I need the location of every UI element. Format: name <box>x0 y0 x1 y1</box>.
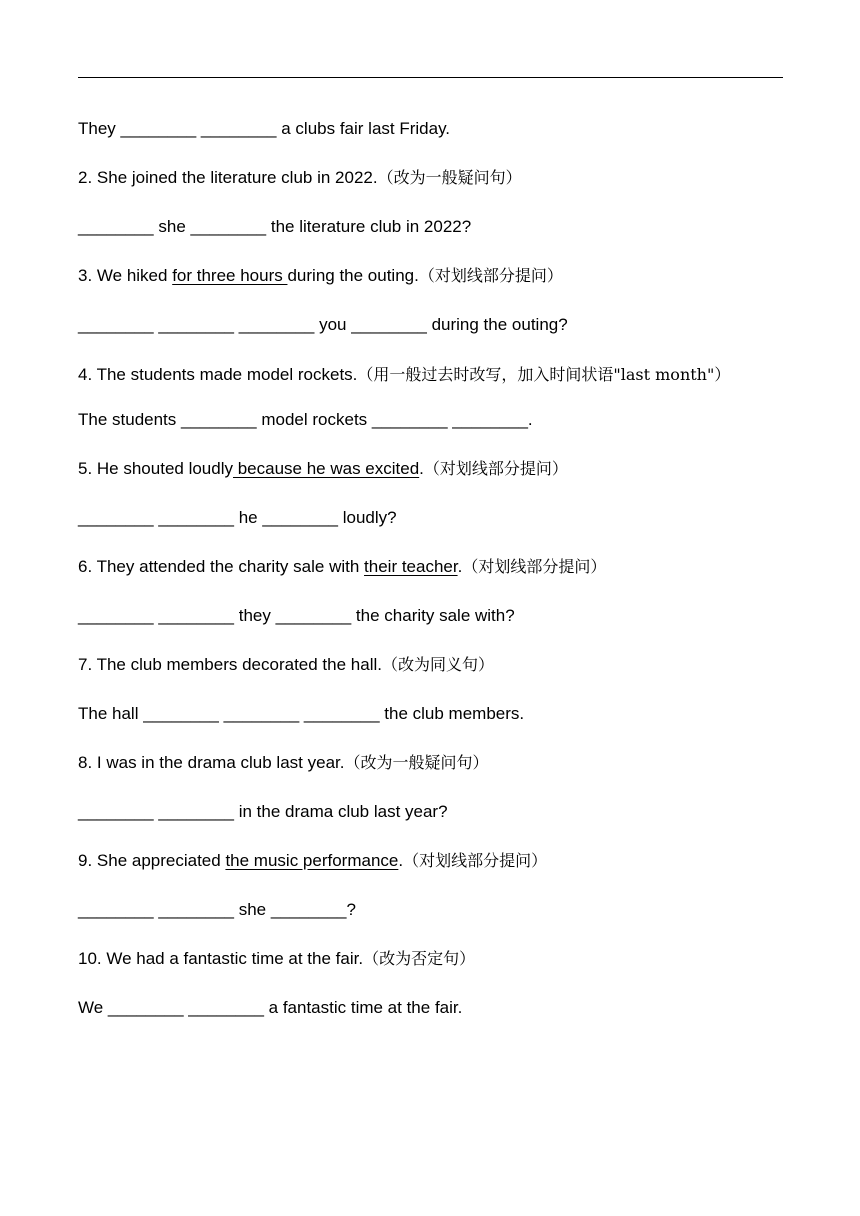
q10-answer-line: We ________ ________ a fantastic time at the fair. <box>78 998 463 1017</box>
q4-instruction: （用一般过去时改写，加入时间状语"last month"） <box>357 365 731 384</box>
q10-question <box>78 945 783 973</box>
q8-instruction: （改为一般疑问句） <box>344 753 489 772</box>
q9-answer-line: ________ ________ she ________? <box>78 900 356 919</box>
q7-instruction: （改为同义句） <box>381 655 494 674</box>
q3-text: 3. We hiked <box>78 266 173 285</box>
q3-text-end: during the outing. <box>287 266 419 285</box>
q5-instruction: （对划线部分提问） <box>423 459 568 478</box>
q10-text: 10. We had a fantastic time at the fair. <box>78 949 364 968</box>
q6-answer-line: ________ ________ they ________ the charity sale with? <box>78 606 515 625</box>
q6-instruction: （对划线部分提问） <box>462 557 607 576</box>
q9-text: 9. She appreciated <box>78 851 226 870</box>
q2-answer-line: ________ she ________ the literature club in 2022? <box>78 217 472 236</box>
q3-answer-line: ________ ________ ________ you ________ during the outing? <box>78 315 568 334</box>
q4-text: 4. The students made model rockets. <box>78 365 358 384</box>
q9-text-end: . <box>398 851 404 870</box>
q1-answer-line: They ________ ________ a clubs fair last Friday. <box>78 119 451 138</box>
q2-question <box>78 164 783 192</box>
q5-text-end: . <box>419 459 424 478</box>
q9-instruction: （对划线部分提问） <box>403 851 548 870</box>
q2-text: 2. She joined the literature club in 2022. <box>78 168 378 187</box>
q7-text: 7. The club members decorated the hall. <box>78 655 382 674</box>
q6-text: 6. They attended the charity sale with <box>78 557 365 576</box>
q9-underlined-text: the music performance <box>225 851 399 870</box>
q4-question <box>78 355 783 394</box>
q7-answer-line: The hall ________ ________ ________ the club members. <box>78 704 525 723</box>
q5-question <box>78 455 783 483</box>
q3-underlined-text: for three hours <box>172 266 288 285</box>
q2-instruction: （改为一般疑问句） <box>377 168 522 187</box>
q6-question <box>78 553 783 581</box>
q6-underlined-text: their teacher <box>364 557 458 576</box>
q3-question <box>78 262 783 290</box>
header-rule <box>78 77 783 78</box>
q8-question <box>78 749 783 777</box>
q8-text: 8. I was in the drama club last year. <box>78 753 345 772</box>
q9-question <box>78 847 783 875</box>
q4-answer-line: The students ________ model rockets ________ ________. <box>78 410 533 429</box>
worksheet-body <box>78 115 783 1043</box>
q3-instruction: （对划线部分提问） <box>418 266 563 285</box>
q5-underlined-text: because he was excited <box>233 459 420 478</box>
q10-instruction: （改为否定句） <box>363 949 476 968</box>
q7-question <box>78 651 783 679</box>
q5-answer-line: ________ ________ he ________ loudly? <box>78 508 397 527</box>
q8-answer-line: ________ ________ in the drama club last year? <box>78 802 448 821</box>
q5-text: 5. He shouted loudly <box>78 459 233 478</box>
q6-text-end: . <box>457 557 463 576</box>
